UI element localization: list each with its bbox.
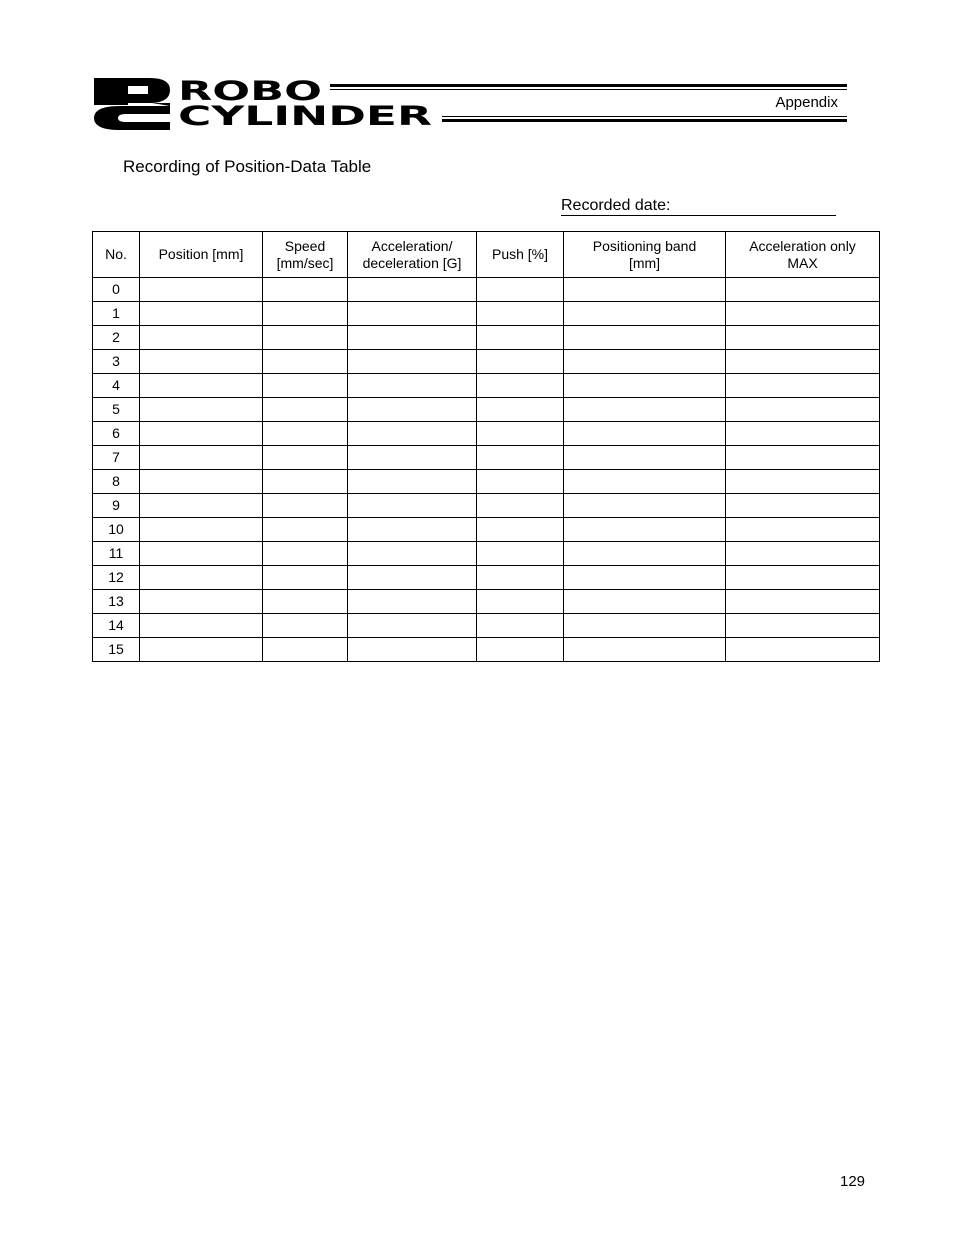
table-row bbox=[93, 590, 880, 614]
table-cell bbox=[564, 302, 726, 326]
recorded-date-field bbox=[561, 197, 836, 216]
table-cell bbox=[140, 422, 263, 446]
row-number-cell: 8 bbox=[93, 470, 140, 494]
table-cell bbox=[140, 374, 263, 398]
col-header-positioning-band: Positioning band [mm] bbox=[564, 232, 726, 278]
row-number-cell: 15 bbox=[93, 638, 140, 662]
table-cell bbox=[263, 614, 348, 638]
table-cell bbox=[477, 590, 564, 614]
table-cell bbox=[140, 302, 263, 326]
table-cell bbox=[564, 566, 726, 590]
table-cell bbox=[348, 590, 477, 614]
table-cell bbox=[726, 614, 880, 638]
table-cell bbox=[477, 566, 564, 590]
table-cell bbox=[263, 278, 348, 302]
table-cell bbox=[348, 446, 477, 470]
table-cell bbox=[726, 590, 880, 614]
table-cell bbox=[564, 590, 726, 614]
table-row bbox=[93, 350, 880, 374]
table-cell bbox=[564, 494, 726, 518]
table-cell bbox=[477, 422, 564, 446]
row-number-cell: 9 bbox=[93, 494, 140, 518]
table-cell bbox=[726, 470, 880, 494]
table-cell bbox=[564, 518, 726, 542]
table-cell bbox=[564, 614, 726, 638]
table-row bbox=[93, 398, 880, 422]
svg-text:ROBO: ROBO bbox=[178, 76, 322, 107]
col-header-no: No. bbox=[93, 232, 140, 278]
table-cell bbox=[564, 350, 726, 374]
row-number-cell: 14 bbox=[93, 614, 140, 638]
table-cell bbox=[726, 422, 880, 446]
table-cell bbox=[348, 278, 477, 302]
col-header-position: Position [mm] bbox=[140, 232, 263, 278]
table-row bbox=[93, 542, 880, 566]
col-header-speed: Speed [mm/sec] bbox=[263, 232, 348, 278]
table-cell bbox=[348, 518, 477, 542]
table-cell bbox=[726, 638, 880, 662]
table-cell bbox=[348, 350, 477, 374]
table-cell bbox=[140, 470, 263, 494]
table-cell bbox=[140, 446, 263, 470]
table-cell bbox=[140, 398, 263, 422]
table-cell bbox=[348, 566, 477, 590]
table-cell bbox=[726, 446, 880, 470]
table-cell bbox=[348, 374, 477, 398]
table-cell bbox=[477, 542, 564, 566]
header-rule-top bbox=[330, 84, 847, 90]
table-cell bbox=[564, 374, 726, 398]
table-cell bbox=[477, 398, 564, 422]
table-cell bbox=[348, 398, 477, 422]
row-number-cell: 10 bbox=[93, 518, 140, 542]
table-cell bbox=[263, 326, 348, 350]
table-cell bbox=[140, 278, 263, 302]
table-cell bbox=[564, 326, 726, 350]
table-cell bbox=[477, 278, 564, 302]
table-cell bbox=[477, 614, 564, 638]
col-header-acceleration-only: Acceleration only MAX bbox=[726, 232, 880, 278]
table-cell bbox=[477, 470, 564, 494]
row-number-cell: 12 bbox=[93, 566, 140, 590]
col-header-push: Push [%] bbox=[477, 232, 564, 278]
table-cell bbox=[348, 422, 477, 446]
table-cell bbox=[263, 494, 348, 518]
row-number-cell: 6 bbox=[93, 422, 140, 446]
table-cell bbox=[726, 278, 880, 302]
table-cell bbox=[140, 566, 263, 590]
table-cell bbox=[477, 374, 564, 398]
recorded-date-label: Recorded date: bbox=[561, 197, 671, 214]
table-cell bbox=[564, 398, 726, 422]
table-cell bbox=[348, 470, 477, 494]
table-cell bbox=[263, 590, 348, 614]
table-row bbox=[93, 494, 880, 518]
table-cell bbox=[263, 638, 348, 662]
row-number-cell: 5 bbox=[93, 398, 140, 422]
table-cell bbox=[477, 494, 564, 518]
table-cell bbox=[263, 302, 348, 326]
header-rule-bottom bbox=[442, 116, 847, 122]
table-row bbox=[93, 638, 880, 662]
row-number-cell: 4 bbox=[93, 374, 140, 398]
table-cell bbox=[263, 566, 348, 590]
col-header-acceleration: Acceleration/ deceleration [G] bbox=[348, 232, 477, 278]
table-row bbox=[93, 422, 880, 446]
table-cell bbox=[263, 518, 348, 542]
table-cell bbox=[477, 638, 564, 662]
table-cell bbox=[140, 542, 263, 566]
table-cell bbox=[348, 638, 477, 662]
svg-text:CYLINDER: CYLINDER bbox=[178, 101, 433, 130]
table-cell bbox=[726, 374, 880, 398]
table-cell bbox=[140, 350, 263, 374]
table-cell bbox=[726, 566, 880, 590]
table-cell bbox=[140, 494, 263, 518]
table-cell bbox=[477, 518, 564, 542]
table-cell bbox=[348, 302, 477, 326]
table-cell bbox=[726, 398, 880, 422]
page-number: 129 bbox=[840, 1173, 866, 1190]
table-cell bbox=[263, 470, 348, 494]
row-number-cell: 1 bbox=[93, 302, 140, 326]
table-row bbox=[93, 614, 880, 638]
table-cell bbox=[263, 398, 348, 422]
table-cell bbox=[263, 542, 348, 566]
table-row bbox=[93, 446, 880, 470]
table-row bbox=[93, 518, 880, 542]
table-header-row bbox=[93, 232, 880, 278]
table-cell bbox=[726, 542, 880, 566]
table-cell bbox=[564, 542, 726, 566]
table-row bbox=[93, 326, 880, 350]
recorded-date-underline bbox=[561, 215, 836, 216]
table-cell bbox=[726, 350, 880, 374]
table-cell bbox=[140, 614, 263, 638]
table-cell bbox=[140, 638, 263, 662]
table-cell bbox=[348, 542, 477, 566]
table-cell bbox=[477, 446, 564, 470]
row-number-cell: 0 bbox=[93, 278, 140, 302]
table-cell bbox=[726, 326, 880, 350]
row-number-cell: 3 bbox=[93, 350, 140, 374]
section-label: Appendix bbox=[775, 94, 838, 111]
table-cell bbox=[477, 302, 564, 326]
table-cell bbox=[348, 326, 477, 350]
table-cell bbox=[564, 446, 726, 470]
table-cell bbox=[263, 422, 348, 446]
table-cell bbox=[477, 350, 564, 374]
table-cell bbox=[564, 422, 726, 446]
table-cell bbox=[140, 590, 263, 614]
table-cell bbox=[140, 326, 263, 350]
table-cell bbox=[564, 278, 726, 302]
table-cell bbox=[263, 350, 348, 374]
table-row bbox=[93, 278, 880, 302]
table-row bbox=[93, 566, 880, 590]
table-cell bbox=[140, 518, 263, 542]
position-data-table bbox=[92, 231, 880, 662]
row-number-cell: 2 bbox=[93, 326, 140, 350]
table-cell bbox=[726, 302, 880, 326]
table-cell bbox=[263, 374, 348, 398]
row-number-cell: 7 bbox=[93, 446, 140, 470]
table-cell bbox=[564, 470, 726, 494]
row-number-cell: 11 bbox=[93, 542, 140, 566]
table-cell bbox=[564, 638, 726, 662]
table-row bbox=[93, 374, 880, 398]
table-cell bbox=[348, 494, 477, 518]
table-cell bbox=[348, 614, 477, 638]
table-row bbox=[93, 302, 880, 326]
table-cell bbox=[726, 494, 880, 518]
page-title: Recording of Position-Data Table bbox=[123, 157, 372, 176]
row-number-cell: 13 bbox=[93, 590, 140, 614]
table-row bbox=[93, 470, 880, 494]
table-cell bbox=[726, 518, 880, 542]
table-cell bbox=[263, 446, 348, 470]
table-cell bbox=[477, 326, 564, 350]
